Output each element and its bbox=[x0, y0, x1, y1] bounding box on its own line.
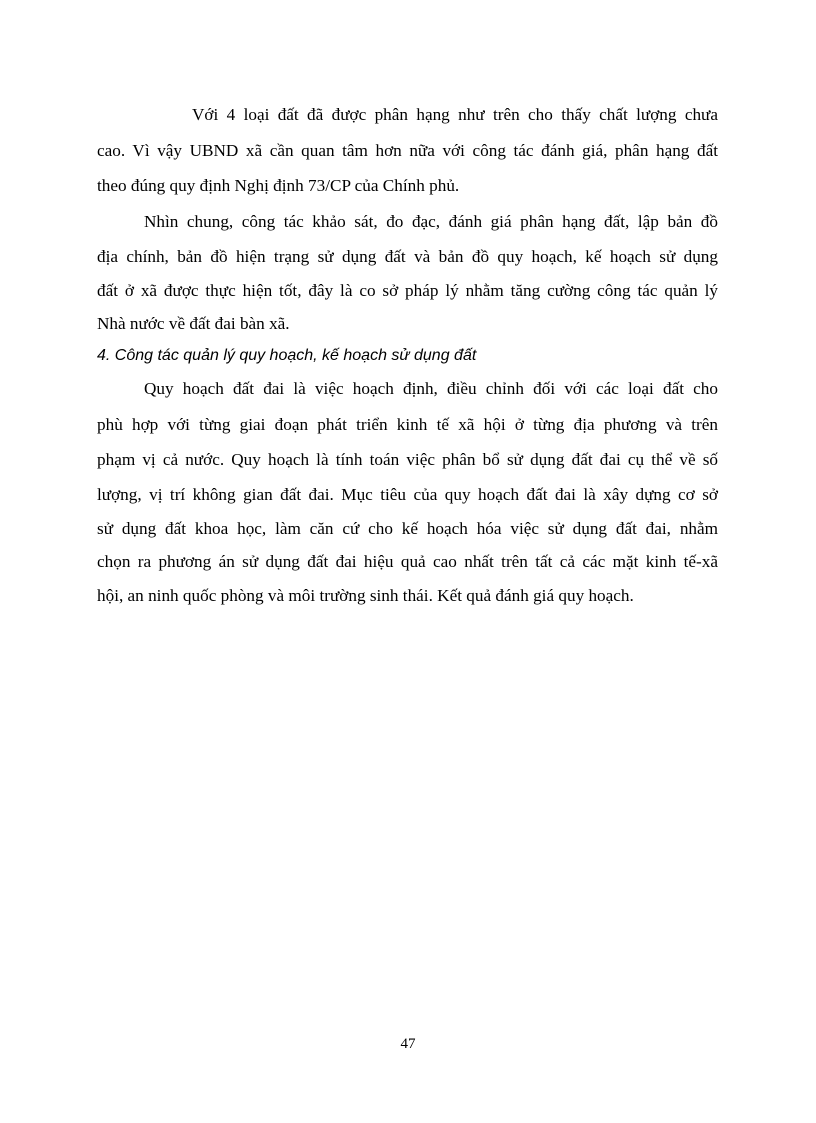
paragraph-3-line-5: sử dụng đất khoa học, làm căn cứ cho kế hoạch hóa việc sử dụng đất đai, nhằm bbox=[97, 519, 718, 538]
paragraph-1-line-3: theo đúng quy định Nghị định 73/CP của Chính phủ. bbox=[97, 176, 460, 195]
paragraph-1-line-2: cao. Vì vậy UBND xã cần quan tâm hơn nữa với công tác đánh giá, phân hạng đất bbox=[97, 141, 718, 160]
paragraph-1-line-1: Với 4 loại đất đã được phân hạng như trên cho thấy chất lượng chưa bbox=[192, 105, 718, 124]
paragraph-3-line-6: chọn ra phương án sử dụng đất đai hiệu quả cao nhất trên tất cả các mặt kinh tế-xã bbox=[97, 552, 718, 571]
paragraph-3-line-2: phù hợp với từng giai đoạn phát triển kinh tế xã hội ở từng địa phương và trên bbox=[97, 415, 718, 434]
paragraph-3-line-3: phạm vị cả nước. Quy hoạch là tính toán việc phân bổ sử dụng đất đai cụ thể về số bbox=[97, 450, 718, 469]
paragraph-2-line-3: đất ở xã được thực hiện tốt, đây là co sở pháp lý nhằm tăng cường công tác quản lý bbox=[97, 281, 718, 300]
paragraph-3-line-7: hội, an ninh quốc phòng và môi trường sinh thái. Kết quả đánh giá quy hoạch. bbox=[97, 586, 634, 605]
paragraph-2-line-1: Nhìn chung, công tác khảo sát, đo đạc, đánh giá phân hạng đất, lập bản đồ bbox=[144, 212, 718, 231]
paragraph-2-line-4: Nhà nước về đất đai bàn xã. bbox=[97, 314, 290, 333]
paragraph-3-line-1: Quy hoạch đất đai là việc hoạch định, điều chỉnh đối với các loại đất cho bbox=[144, 379, 718, 398]
page-number: 47 bbox=[400, 1036, 416, 1052]
section-heading: 4. Công tác quản lý quy hoạch, kế hoạch sử dụng đất bbox=[97, 347, 477, 364]
paragraph-2-line-2: địa chính, bản đồ hiện trạng sử dụng đất và bản đồ quy hoạch, kế hoạch sử dụng bbox=[97, 247, 718, 266]
paragraph-3-line-4: lượng, vị trí không gian đất đai. Mục tiêu của quy hoạch đất đai là xây dựng cơ sở bbox=[97, 485, 718, 504]
